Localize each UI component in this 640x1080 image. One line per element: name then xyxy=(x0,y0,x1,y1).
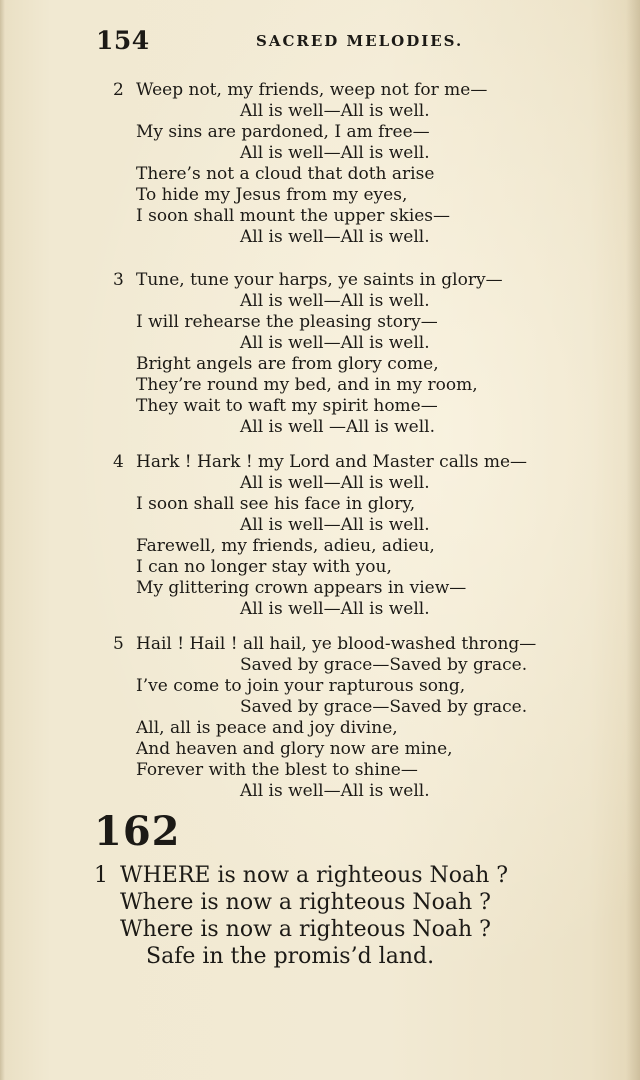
verse-line: My glittering crown appears in view— xyxy=(136,578,467,598)
verse-line: Hark ! Hark ! my Lord and Master calls me— xyxy=(136,452,528,472)
verse-line: I soon shall see his face in glory, xyxy=(136,494,416,514)
verse-refrain: All is well—All is well. xyxy=(240,143,430,163)
verse-refrain: All is well—All is well. xyxy=(240,291,430,311)
verse-refrain: All is well —All is well. xyxy=(240,417,436,437)
verse-line: I soon shall mount the upper skies— xyxy=(136,206,451,226)
verse-line: To hide my Jesus from my eyes, xyxy=(136,185,408,205)
verse-line: I will rehearse the pleasing story— xyxy=(136,312,438,332)
verse-line: WHERE is now a righteous Noah ? xyxy=(120,863,509,888)
verse-refrain: All is well—All is well. xyxy=(240,333,430,353)
verse-line: Hail ! Hail ! all hail, ye blood-washed throng— xyxy=(136,634,537,654)
verse-line: They’re round my bed, and in my room, xyxy=(136,375,478,395)
verse-line: Bright angels are from glory come, xyxy=(136,354,439,374)
page-right-edge-shadow xyxy=(626,0,640,1080)
verse-number: 1 xyxy=(94,863,108,888)
verse-refrain: All is well—All is well. xyxy=(240,515,430,535)
verse-line: There’s not a cloud that doth arise xyxy=(136,164,435,184)
verse-refrain: Saved by grace—Saved by grace. xyxy=(240,697,528,717)
verse-line: And heaven and glory now are mine, xyxy=(136,739,453,759)
verse-line: All, all is peace and joy divine, xyxy=(136,718,398,738)
verse-line: I can no longer stay with you, xyxy=(136,557,392,577)
verse-line: Farewell, my friends, adieu, adieu, xyxy=(136,536,435,556)
page-header xyxy=(96,26,540,60)
verse-line: Weep not, my friends, weep not for me— xyxy=(136,80,488,100)
verse-line: I’ve come to join your rapturous song, xyxy=(136,676,466,696)
hymn-number: 162 xyxy=(94,808,181,855)
verse-line: My sins are pardoned, I am free— xyxy=(136,122,430,142)
verse-number: 2 xyxy=(113,80,124,100)
page-number: 154 xyxy=(96,26,150,55)
verse-refrain: Saved by grace—Saved by grace. xyxy=(240,655,528,675)
verse-line: Tune, tune your harps, ye saints in glory— xyxy=(136,270,503,290)
verse-line: Where is now a righteous Noah ? xyxy=(120,890,491,915)
running-head: SACRED MELODIES. xyxy=(256,32,464,50)
verse-refrain: All is well—All is well. xyxy=(240,599,430,619)
verse-refrain: All is well—All is well. xyxy=(240,473,430,493)
verse-refrain: All is well—All is well. xyxy=(240,227,430,247)
verse-line: Where is now a righteous Noah ? xyxy=(120,917,491,942)
verse-number: 5 xyxy=(113,634,124,654)
page-left-edge xyxy=(0,0,5,1080)
verse-line: Safe in the promis’d land. xyxy=(146,944,435,969)
verse-refrain: All is well—All is well. xyxy=(240,101,430,121)
verse-number: 3 xyxy=(113,270,124,290)
verse-line: Forever with the blest to shine— xyxy=(136,760,418,780)
verse-number: 4 xyxy=(113,452,124,472)
verse-refrain: All is well—All is well. xyxy=(240,781,430,801)
verse-line: They wait to waft my spirit home— xyxy=(136,396,438,416)
